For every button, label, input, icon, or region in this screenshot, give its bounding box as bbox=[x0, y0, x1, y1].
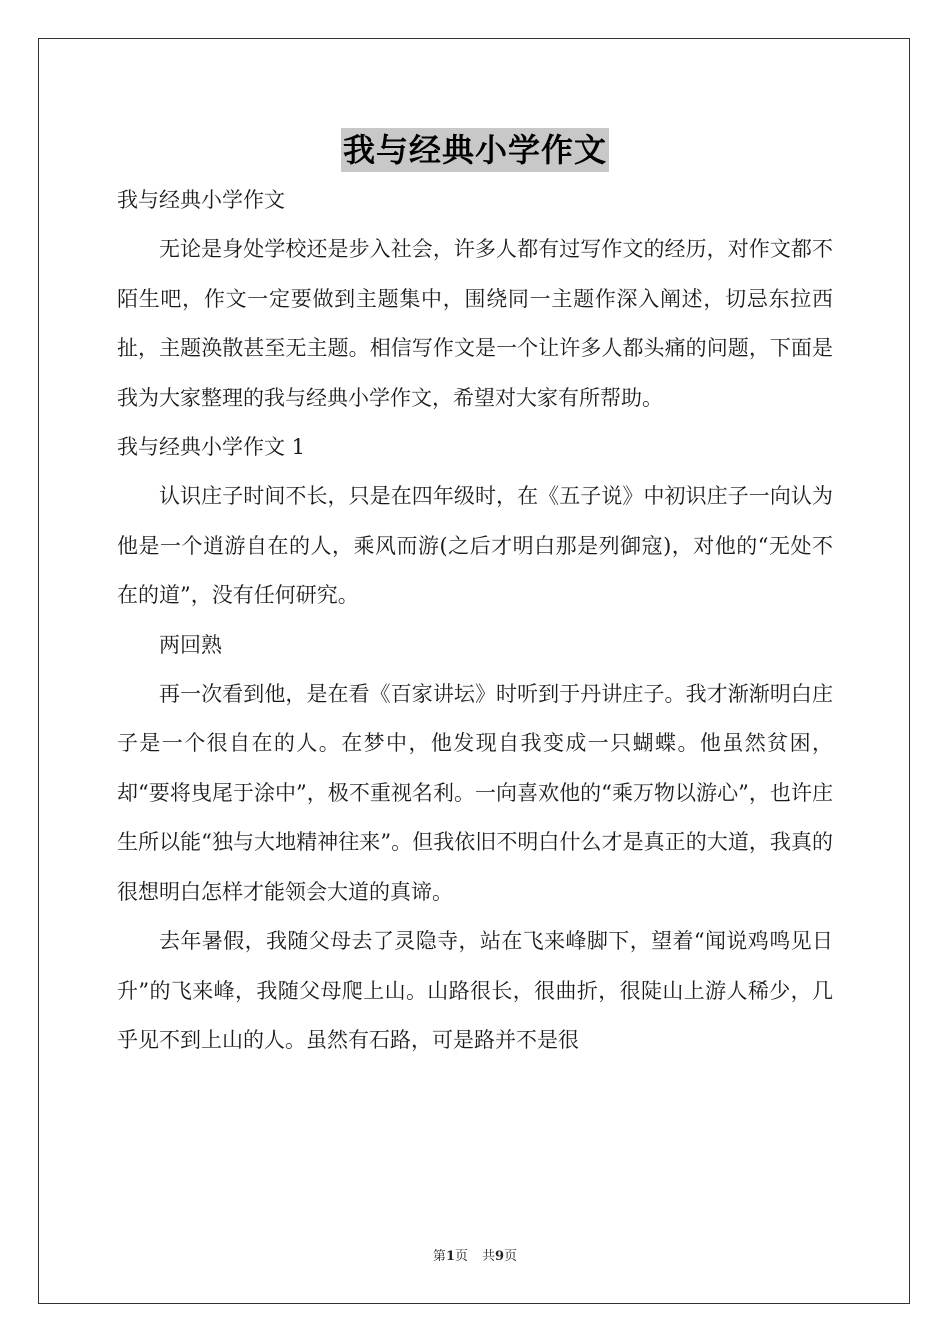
page-footer bbox=[0, 1245, 950, 1264]
title-container bbox=[0, 128, 950, 172]
paragraph: 两回熟 bbox=[159, 632, 222, 657]
total-prefix: 共 bbox=[482, 1249, 496, 1264]
paragraph: 我与经典小学作文 bbox=[117, 188, 285, 212]
paragraph: 再一次看到他，是在看《百家讲坛》时听到于丹讲庄子。我才渐渐明白庄子是一个很自在的人。在梦中，他发现自我变成一只蝴蝶。他虽然贫困，却“要将曳尾于涂中”，极不重视名利。一向喜欢他的“乘万物以游心”，也许庄生所以能“独与大地精神往来”。但我依旧不明白什么才是真正的大道，我真的很想明白怎样才能领会大道的真谛。 bbox=[117, 682, 833, 904]
paragraph: 认识庄子时间不长，只是在四年级时，在《五子说》中初识庄子一向认为他是一个逍游自在的人，乘风而游(之后才明白那是列御寇)，对他的“无处不在的道”，没有任何研究。 bbox=[117, 484, 833, 608]
total-suffix: 页 bbox=[504, 1249, 518, 1264]
page-current: 1 bbox=[445, 1249, 455, 1264]
paragraph: 我与经典小学作文 1 bbox=[117, 435, 306, 460]
paragraph: 无论是身处学校还是步入社会，许多人都有过写作文的经历，对作文都不陌生吧，作文一定要做到主题集中，围绕同一主题作深入阐述，切忌东拉西扯，主题涣散甚至无主题。相信写作文是一个让许多人都头痛的问题，下面是我为大家整理的我与经典小学作文，希望对大家有所帮助。 bbox=[117, 237, 833, 410]
page-suffix: 页 bbox=[454, 1249, 468, 1264]
page-total: 9 bbox=[495, 1249, 505, 1264]
page-prefix: 第 bbox=[432, 1249, 446, 1264]
document-body bbox=[117, 176, 833, 1065]
document-title: 我与经典小学作文 bbox=[341, 128, 609, 172]
paragraph: 去年暑假，我随父母去了灵隐寺，站在飞来峰脚下，望着“闻说鸡鸣见日升”的飞来峰，我随父母爬上山。山路很长，很曲折，很陡山上游人稀少，几乎见不到上山的人。虽然有石路，可是路并不是很 bbox=[117, 929, 833, 1052]
